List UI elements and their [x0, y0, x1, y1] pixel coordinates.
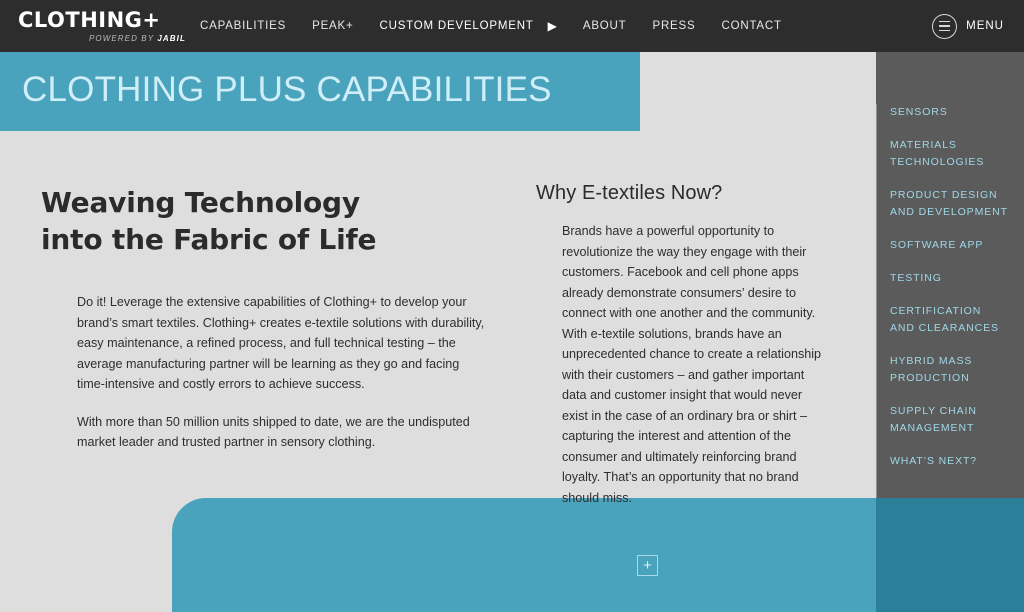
- sidebar-divider: [876, 104, 877, 566]
- sidebar-item-testing[interactable]: TESTING: [890, 272, 942, 284]
- headline-line-2: into the Fabric of Life: [41, 223, 377, 256]
- nav-item-press[interactable]: PRESS: [652, 20, 696, 32]
- right-content-column: [536, 182, 836, 508]
- sidebar-item-materials-technologies[interactable]: MATERIALS TECHNOLOGIES: [890, 139, 985, 168]
- expand-plus-icon[interactable]: +: [637, 555, 658, 576]
- play-arrow-icon[interactable]: ▶: [547, 19, 557, 33]
- sidebar-item-sensors[interactable]: SENSORS: [890, 106, 948, 118]
- primary-nav: [200, 0, 782, 52]
- left-paragraph-2: With more than 50 million units shipped to date, we are the undisputed market leader and trusted partner in sensory clothing.: [77, 414, 470, 449]
- section-subheading: Why E-textiles Now?: [536, 182, 723, 204]
- left-body-text: [77, 292, 489, 453]
- sidebar-item-hybrid-mass-production[interactable]: HYBRID MASS PRODUCTION: [890, 355, 973, 384]
- headline-line-1: Weaving Technology: [41, 186, 360, 219]
- sidebar-item-software-app[interactable]: SOFTWARE APP: [890, 239, 984, 251]
- sidebar-item-product-design-and-development[interactable]: PRODUCT DESIGN AND DEVELOPMENT: [890, 189, 1008, 218]
- hamburger-menu-icon[interactable]: [932, 14, 957, 39]
- sidebar-item-certification-and-clearances[interactable]: CERTIFICATION AND CLEARANCES: [890, 305, 999, 334]
- site-logo[interactable]: [0, 7, 190, 43]
- top-navigation-bar: [0, 0, 1024, 52]
- menu-toggle[interactable]: [932, 0, 1004, 52]
- page-title: CLOTHING PLUS CAPABILITIES: [22, 70, 552, 109]
- sidebar-item-supply-chain-management[interactable]: SUPPLY CHAIN MANAGEMENT: [890, 405, 977, 434]
- footer-teal-panel-right: [876, 498, 1024, 612]
- nav-item-contact[interactable]: CONTACT: [721, 20, 782, 32]
- nav-item-capabilities[interactable]: CAPABILITIES: [200, 20, 287, 32]
- right-body-text: [562, 221, 824, 508]
- logo-tagline-brand: JABIL: [157, 33, 186, 43]
- nav-item-custom-development[interactable]: CUSTOM DEVELOPMENT: [379, 20, 534, 32]
- logo-wordmark: CLOTHING+: [18, 7, 161, 32]
- banner-angled-edge: [588, 52, 640, 131]
- nav-item-peak-plus[interactable]: PEAK+: [312, 20, 354, 32]
- logo-tagline-prefix: POWERED BY: [88, 33, 158, 43]
- menu-label: MENU: [966, 20, 1004, 32]
- right-paragraph-1: Brands have a powerful opportunity to revolutionize the way they engage with their customers. Facebook and cell phone apps already demonstrate consumers’ desire to connect with one another and the community. With e-textile solutions, brands have an unprecedented chance to create a relationship with their customers – and gather important data and customer insight that would never exist in the case of an ordinary bra or shirt – capturing the interest and attention of the consumer and ultimately reinforcing brand loyalty. That’s an opportunity that no brand should miss.: [562, 224, 822, 505]
- left-paragraph-1: Do it! Leverage the extensive capabilities of Clothing+ to develop your brand’s smart textiles. Clothing+ creates e-textile solutions with durability, easy maintenance, a refined process, and full technical testing – the average manufacturing partner will be learning as they go and facing time-intensive and costly errors to achieve success.: [77, 295, 485, 391]
- sidebar-item-whats-next[interactable]: WHAT’S NEXT?: [890, 455, 978, 467]
- main-headline: [41, 184, 491, 258]
- footer-teal-panel: [172, 498, 876, 612]
- logo-tagline: [18, 34, 190, 43]
- left-content-column: [41, 184, 491, 453]
- nav-item-about[interactable]: ABOUT: [582, 20, 627, 32]
